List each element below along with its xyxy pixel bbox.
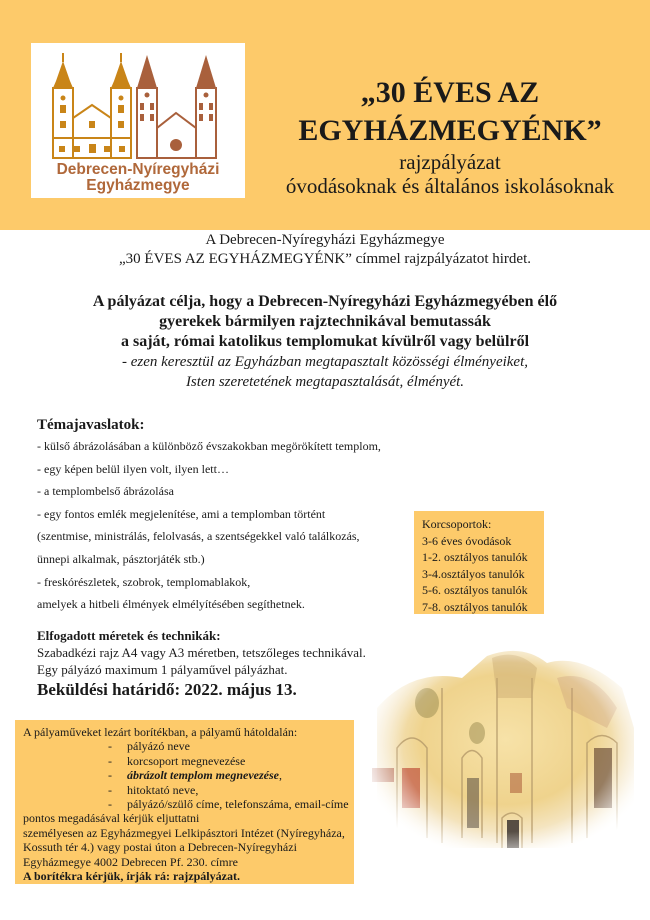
- subtitle-line1: rajzpályázat: [399, 150, 501, 174]
- page-title-line1: „30 ÉVES AZ: [360, 76, 540, 109]
- subtitle-line2: óvodásoknak és általános iskolásoknak: [285, 174, 615, 198]
- topic-item: (szentmise, ministrálás, felolvasás, a szentségekkel való találkozás,: [37, 529, 360, 544]
- submission-box: [15, 720, 354, 884]
- goal-italic-line: - ezen keresztül az Egyházban megtapasztalt közösségi élményeiket,: [121, 354, 529, 370]
- deadline: Beküldési határidő: 2022. május 13.: [37, 680, 297, 699]
- goal-italic-line: Isten szeretetének megtapasztalását, élményét.: [185, 374, 465, 390]
- age-groups-heading: Korcsoportok:: [422, 517, 492, 531]
- age-group-item: 5-6. osztályos tanulók: [422, 583, 528, 597]
- logo-text-line2: Egyházmegye: [86, 177, 190, 194]
- formats-heading: Elfogadott méretek és technikák:: [37, 628, 221, 643]
- submission-item: pályázó/szülő címe, telefonszáma, email-címe: [127, 797, 349, 812]
- topic-item: amelyek a hitbeli élmények elmélyítésében segíthetnek.: [37, 597, 305, 612]
- submission-item: korcsoport megnevezése: [127, 753, 246, 768]
- submission-body-line: Egyházmegye 4002 Debrecen Pf. 230. címre: [23, 854, 238, 869]
- formats-section: [37, 627, 417, 700]
- topic-suggestions: [37, 415, 417, 616]
- topic-item: - egy fontos emlék megjelenítése, ami a templomban történt: [37, 506, 326, 521]
- submission-body-line: pontos megadásával kérjük eljuttatni: [23, 811, 200, 826]
- formats-line1: Szabadkézi rajz A4 vagy A3 méretben, tetszőleges technikával.: [37, 645, 366, 660]
- diocese-logo: [31, 43, 245, 198]
- dash: -: [108, 753, 112, 768]
- dash: -: [108, 739, 112, 754]
- church-interior-illustration: [372, 648, 644, 868]
- intro-line2: „30 ÉVES AZ EGYHÁZMEGYÉNK” címmel rajzpályázatot hirdet.: [119, 251, 531, 267]
- intro-line1: A Debrecen-Nyíregyházi Egyházmegye: [205, 232, 445, 248]
- header-title-block: [250, 74, 650, 198]
- submission-item: hitoktató neve,: [127, 782, 199, 797]
- submission-closing: A borítékra kérjük, írják rá: rajzpályázat.: [23, 869, 240, 884]
- topics-heading: Témajavaslatok:: [37, 417, 145, 433]
- submission-body-line: Kossuth tér 4.) vagy postai úton a Debrecen-Nyíregyházi: [23, 840, 297, 855]
- dash: -: [108, 782, 112, 797]
- topic-item: - külső ábrázolásában a különböző évszakokban megörökített templom,: [37, 439, 381, 453]
- submission-intro: A pályaműveket lezárt borítékban, a pályamű hátoldalán:: [23, 725, 298, 739]
- topic-item: ünnepi alkalmak, pásztorjáték stb.): [37, 551, 205, 566]
- logo-text-line1: Debrecen-Nyíregyházi: [56, 161, 220, 178]
- age-group-item: 3-6 éves óvodások: [422, 533, 512, 548]
- church-interior-icon: [372, 648, 644, 868]
- page-title-line2: EGYHÁZMEGYÉNK”: [298, 114, 602, 147]
- goal-line: gyerekek bármilyen rajztechnikával bemutassák: [159, 313, 491, 330]
- dash: -: [108, 797, 112, 812]
- age-group-item: 7-8. osztályos tanulók: [422, 599, 528, 614]
- age-group-item: 3-4.osztályos tanulók: [422, 566, 525, 581]
- goal-line: a saját, római katolikus templomukat kívülről vagy belülről: [120, 333, 530, 350]
- formats-line2: Egy pályázó maximum 1 pályaművel pályázhat.: [37, 662, 288, 677]
- topic-item: - freskórészletek, szobrok, templomablakok,: [37, 574, 251, 589]
- age-groups-box: [414, 511, 544, 614]
- topic-item: - egy képen belül ilyen volt, ilyen lett…: [37, 461, 229, 476]
- goal-text: [0, 292, 650, 392]
- submission-item: pályázó neve: [127, 739, 190, 754]
- age-group-item: 1-2. osztályos tanulók: [422, 550, 528, 564]
- comma: ,: [278, 768, 282, 783]
- goal-line: A pályázat célja, hogy a Debrecen-Nyíregyházi Egyházmegyében élő: [92, 293, 558, 310]
- topic-item: - a templombelső ábrázolása: [37, 484, 174, 499]
- dash: -: [108, 768, 112, 783]
- submission-body-line: személyesen az Egyházmegyei Lelkipásztori Intézet (Nyíregyháza,: [23, 825, 345, 840]
- intro-text: [0, 231, 650, 269]
- submission-item-emphasis: ábrázolt templom megnevezése: [127, 768, 279, 783]
